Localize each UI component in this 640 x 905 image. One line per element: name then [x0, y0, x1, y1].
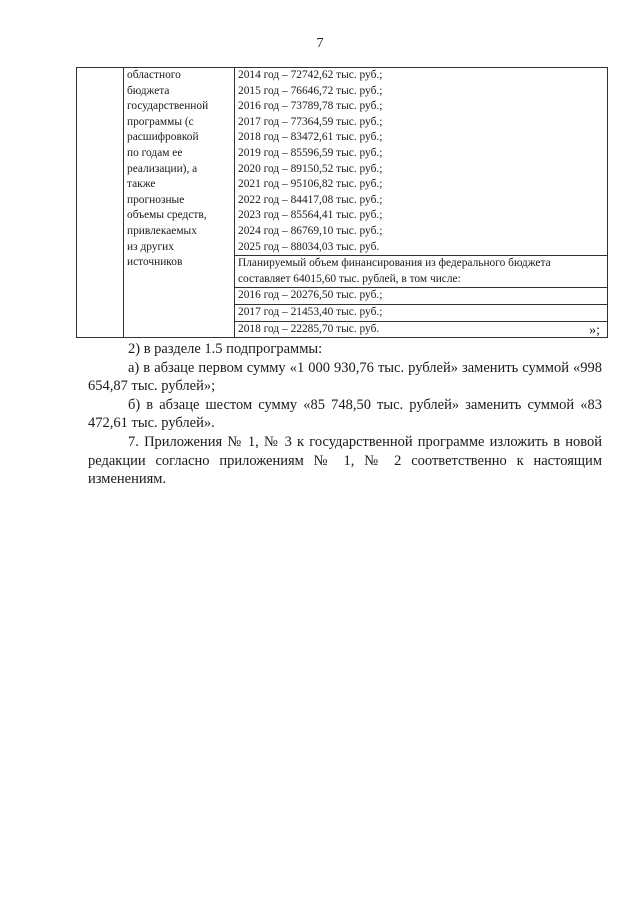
- funding-table: [76, 67, 608, 338]
- paragraph-appendices: 7. Приложения № 1, № 3 к государственной программе изложить в новой редакции согласно приложениям № 1, № 2 соответственно к настоящим изменениям.: [88, 433, 602, 488]
- federal-year-line: 2018 год – 22285,70 тыс. руб.: [234, 321, 607, 338]
- label-line: привлекаемых: [127, 224, 197, 237]
- federal-intro-line: Планируемый объем финансирования из федерального бюджета: [238, 257, 551, 270]
- label-line: по годам ее: [127, 146, 183, 159]
- federal-intro-line: составляет 64015,60 тыс. рублей, в том числе:: [238, 272, 461, 285]
- table-cell-label: [124, 68, 235, 338]
- label-line: областного: [127, 69, 181, 81]
- regional-year-line: 2024 год – 86769,10 тыс. руб.;: [238, 224, 383, 237]
- regional-year-line: 2016 год – 73789,78 тыс. руб.;: [238, 100, 383, 113]
- label-line: источников: [127, 256, 183, 269]
- label-line: реализации), а: [127, 162, 198, 175]
- table-cell-regional-values: [235, 68, 608, 256]
- label-line: расшифровкой: [127, 131, 199, 144]
- label-line: прогнозные: [127, 193, 185, 206]
- label-line: из других: [127, 240, 174, 253]
- label-line: программы (с: [127, 115, 194, 128]
- regional-year-line: 2022 год – 84417,08 тыс. руб.;: [238, 193, 383, 206]
- page-number: 7: [316, 36, 324, 51]
- label-line: объемы средств,: [127, 209, 207, 222]
- regional-year-line: 2015 год – 76646,72 тыс. руб.;: [238, 84, 383, 97]
- regional-year-line: 2020 год – 89150,52 тыс. руб.;: [238, 162, 383, 175]
- regional-year-line: 2018 год – 83472,61 тыс. руб.;: [238, 131, 383, 144]
- regional-year-line: 2021 год – 95106,82 тыс. руб.;: [238, 178, 383, 191]
- federal-year-line: 2016 год – 20276,50 тыс. руб.;: [234, 287, 607, 304]
- federal-year-line: 2017 год – 21453,40 тыс. руб.;: [234, 304, 607, 321]
- label-line: также: [127, 178, 156, 191]
- table-cell-empty: [77, 68, 124, 338]
- paragraph-amendment-a: а) в абзаце первом сумму «1 000 930,76 тыс. рублей» заменить суммой «998 654,87 тыс. рублей»;: [88, 359, 602, 395]
- table-row: [77, 68, 608, 256]
- regional-year-line: 2023 год – 85564,41 тыс. руб.;: [238, 209, 383, 222]
- paragraph-section-reference: 2) в разделе 1.5 подпрограммы:: [128, 341, 323, 357]
- table-cell-federal-values: [235, 256, 608, 338]
- regional-year-line: 2025 год – 88034,03 тыс. руб.: [238, 240, 380, 253]
- label-line: бюджета: [127, 84, 170, 97]
- amendment-text: [88, 340, 602, 489]
- paragraph-amendment-b: б) в абзаце шестом сумму «85 748,50 тыс. рублей» заменить суммой «83 472,61 тыс. рублей».: [88, 396, 602, 432]
- regional-year-line: 2014 год – 72742,62 тыс. руб.;: [238, 69, 383, 81]
- regional-year-line: 2019 год – 85596,59 тыс. руб.;: [238, 146, 383, 159]
- closing-quote-mark: »;: [589, 323, 600, 338]
- regional-year-line: 2017 год – 77364,59 тыс. руб.;: [238, 115, 383, 128]
- label-line: государственной: [127, 100, 209, 113]
